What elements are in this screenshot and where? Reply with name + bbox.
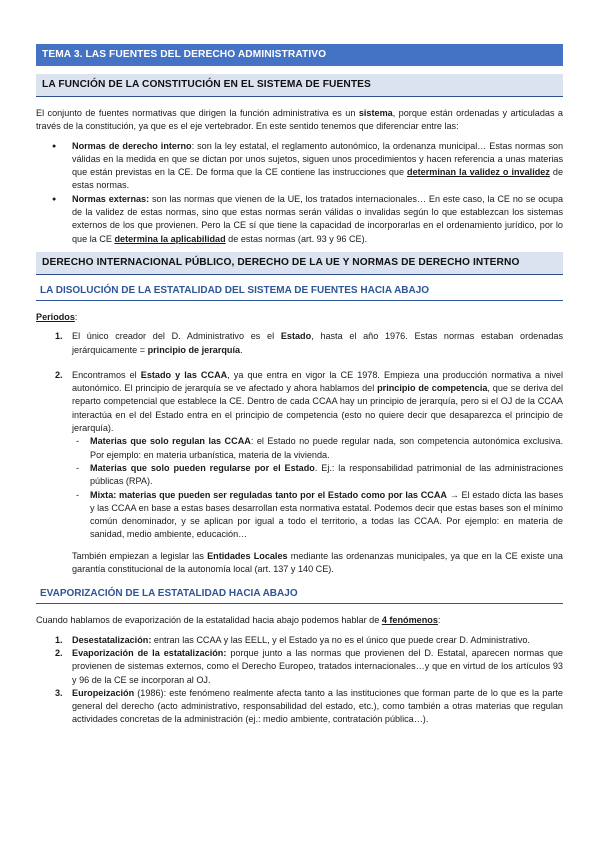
s1-bullet-list — [36, 140, 563, 246]
list-item: 3. Europeización (1986): este fenómeno realmente afecta tanto a las instituciones que forman parte de lo que es la parte general del derecho (acto administrativo, responsabilidad del estado, etc.), como también a otras materias que regulan actividades concretas de la administración (ej.: medio ambiente, contratación pública…). — [55, 687, 563, 725]
section-title-derecho-internacional: DERECHO INTERNACIONAL PÚBLICO, DERECHO DE LA UE Y NORMAS DE DERECHO INTERNO — [36, 252, 563, 275]
list-item: 1. Desestatalización: entran las CCAA y las EELL, y el Estado ya no es el único que puede crear D. Administrativo. — [55, 634, 530, 645]
periodos-label: Periodos: — [36, 311, 78, 322]
s4-intro: Cuando hablamos de evaporización de la estatalidad hacia abajo podemos hablar de 4 fenómenos: — [36, 615, 441, 626]
s1-intro: El conjunto de fuentes normativas que dirigen la función administrativa es un sistema, porque están ordenadas y articuladas a través de la constitución, ya que es el eje vertebrador. En este sentido tenemos que diferenciar entre las: — [36, 108, 563, 132]
subsection-title-disolucion: LA DISOLUCIÓN DE LA ESTATALIDAD DEL SISTEMA DE FUENTES HACIA ABAJO — [36, 285, 563, 301]
list-item: 2. Encontramos el Estado y las CCAA, ya que entra en vigor la CE 1978. Empieza una producción normativa a nivel autonómico. El principio de jerarquía se ve afectado y ahora hablamos del principio de competencia, que se deriva del reparto competencial que establece la CE. Dentro de cada CCAA hay un principio de jerarquía, pero si el OJ de la CCAA interactúa en el del Estado entra en el principio de competencia (esto no quiere decir que desaparezca el principio de jerarquía). - Materias que solo regulan las CCAA: el Estado no puede regular nada, son competencia autonómica exclusiva. Por ejemplo: en materia urbanística, materia de la vivienda. - Materias que solo pueden regularse por el Estado. Ej.: la responsabilidad patrimonial de las administraciones públicas (RPA). - Mixta: materias que pueden ser reguladas tanto por el Estado como por las CCAA → El estado dicta las bases y las CCAA en base a estas bases desarrollan esta normativa estatal. Podemos decir que estas bases son el mínimo común denominador, y se aplican por igual a todo el territorio, a todas las CCAA. Por ejemplo: en materia de sanidad, medio ambiente, educación… También empiezan a legislar las Entidades Locales mediante las ordenanzas municipales, ya que en la CE existe una garantía constitucional de la autonomía local (art. 137 y 140 CE). — [72, 369, 563, 576]
list-item: ● Normas externas: son las normas que vienen de la UE, los tratados internacionales… En este caso, la CE no se ocupa de la validez de estas normas, sino que estas normas serán válidas o invalidas según lo que establezcan los sistemas externos de los que provienen. Pero la CE sí que tiene la capacidad de incorporarlas en el ordenamiento jurídico, por lo que la CE determina la aplicabilidad de estas normas (art. 93 y 96 CE). — [72, 193, 563, 246]
list-item: ● Normas de derecho interno: son la ley estatal, el reglamento autonómico, la ordenanza municipal… Estas normas son válidas en la medida en que se dictan por unos sujetos, siguen unos procedimientos y hacen referencia a unas materias que están previstas en la CE. De forma que la CE contiene las instrucciones que determinan la validez o invalidez de estas normas. — [72, 140, 563, 193]
entidades-locales-paragraph: También empiezan a legislar las Entidades Locales mediante las ordenanzas municipales, ya que en la CE existe una garantía constitucional de la autonomía local (art. 137 y 140 CE). — [72, 550, 563, 575]
periodos-list — [36, 330, 563, 576]
list-item: 1. El único creador del D. Administrativo es el Estado, hasta el año 1976. Estas normas estaban ordenadas jerárquicamente = principio de jerarquía. — [55, 331, 563, 355]
subsection-title-evaporizacion: EVAPORIZACIÓN DE LA ESTATALIDAD HACIA ABAJO — [36, 588, 563, 604]
list-item: - Mixta: materias que pueden ser reguladas tanto por el Estado como por las CCAA → El estado dicta las bases y las CCAA en base a estas bases desarrollan esta normativa estatal. Podemos decir que estas bases son el mínimo común denominador, y se aplican por igual a todo el territorio, a todas las CCAA. Por ejemplo: en materia de sanidad, medio ambiente, educación… — [90, 489, 563, 542]
section-title-constitucion: LA FUNCIÓN DE LA CONSTITUCIÓN EN EL SISTEMA DE FUENTES — [36, 74, 563, 97]
fenomenos-list — [36, 634, 563, 727]
competence-dash-list — [72, 435, 563, 541]
list-item: 2. Evaporización de la estatalización: porque junto a las normas que provienen del D. Estatal, aparecen normas que provienen de sistemas externos, como el Derecho Europeo, tratados internacionales…y que en virtud de los artículos 93 y 96 de la CE se incorporan al OJ. — [55, 647, 563, 685]
list-item: - Materias que solo regulan las CCAA: el Estado no puede regular nada, son competencia autonómica exclusiva. Por ejemplo: en materia urbanística, materia de la vivienda. — [90, 435, 563, 462]
main-title: TEMA 3. LAS FUENTES DEL DERECHO ADMINISTRATIVO — [36, 44, 563, 66]
list-item: - Materias que solo pueden regularse por el Estado. Ej.: la responsabilidad patrimonial de las administraciones públicas (RPA). — [90, 462, 563, 489]
